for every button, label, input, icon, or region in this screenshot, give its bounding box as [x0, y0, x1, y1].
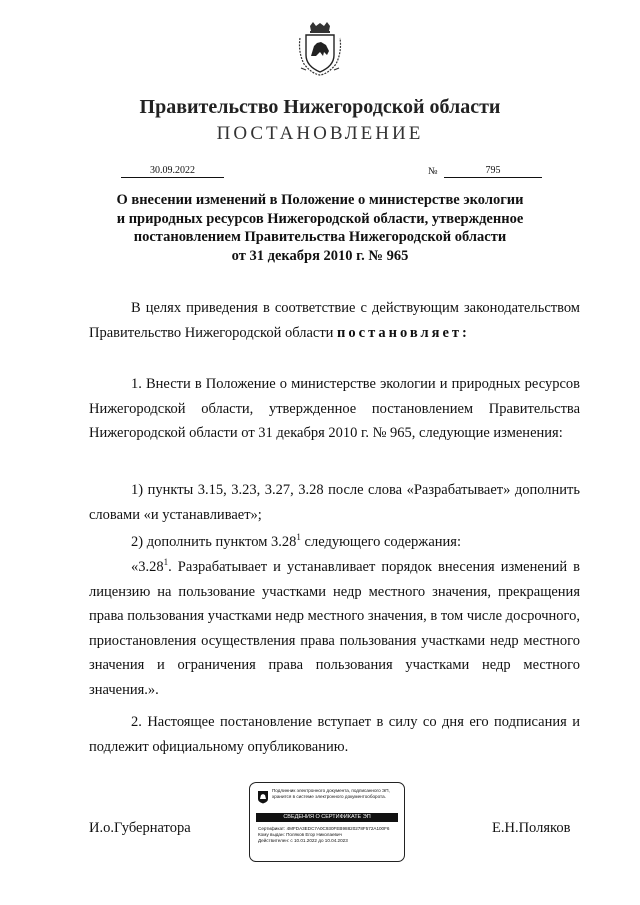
cert-serial: Сертификат: 4MFDA3EDC7A0C930FEB98820278F572A100F6 [258, 826, 390, 831]
item-2: 2. Настоящее постановление вступает в силу со дня его подписания и подлежит официальному опубликованию. [89, 714, 580, 755]
number-label: № [428, 166, 438, 177]
signatory-name: Е.Н.Поляков [492, 820, 571, 836]
stamp-note: Подлинник электронного документа, подписанного ЭП, хранится в системе электронного документооборота. [272, 788, 390, 799]
clause-text: . Разрабатывает и устанавливает порядок внесения изменений в лицензию на пользование участками недр местного значения, прекращения права пользования участками недр местного значения, в том числе досрочного, приостановления осуществления права пользования участками недр местного значения и ограничения права пользования участками недр местного значения.». [89, 559, 580, 698]
subitem-2 [89, 530, 580, 555]
title-line: от 31 декабря 2010 г. № 965 [231, 247, 409, 264]
intro-paragraph [89, 296, 580, 345]
emblem-icon [257, 790, 269, 804]
stamp-details [258, 826, 400, 845]
decree-number: 795 [444, 165, 542, 178]
subitem-1: 1) пункты 3.15, 3.23, 3.27, 3.28 после слова «Разрабатывает» дополнить словами «и устанавливает»; [89, 482, 580, 523]
title-line: постановлением Правительства Нижегородской области [133, 229, 507, 245]
intro-text: В целях приведения в соответствие с действующим законодательством Правительство Нижегородской области [89, 300, 580, 341]
document-type: ПОСТАНОВЛЕНИЕ [216, 123, 424, 144]
government-title: Правительство Нижегородской области [139, 96, 501, 118]
new-clause [89, 555, 580, 702]
e-signature-stamp [249, 782, 405, 862]
signatory-position: И.о.Губернатора [89, 820, 191, 836]
decree-title [80, 191, 560, 265]
title-line: и природных ресурсов Нижегородской области, утвержденное [116, 210, 524, 227]
stamp-header: СВЕДЕНИЯ О СЕРТИФИКАТЕ ЭП [256, 813, 398, 822]
decree-word: постановляет: [337, 324, 470, 341]
coat-of-arms-icon [298, 22, 342, 76]
superscript: 1 [296, 532, 301, 543]
subitem-2-text: 2) дополнить пунктом 3.28 [131, 534, 297, 550]
subitem-2-tail: следующего содержания: [300, 534, 461, 550]
item-1: 1. Внести в Положение о министерстве экологии и природных ресурсов Нижегородской области, утвержденное постановлением Правительства Нижегородской области от 31 декабря 2010 г. № 965, следующие изменения: [89, 376, 580, 441]
cert-owner: Кому выдан: Поляков Егор Николаевич [258, 832, 342, 838]
title-line: О внесении изменений в Положение о министерстве экологии [116, 192, 524, 208]
decree-date: 30.09.2022 [121, 165, 224, 178]
clause-number: «3.28 [131, 559, 164, 575]
superscript: 1 [163, 557, 169, 568]
cert-validity: Действителен: с 10.01.2022 до 10.04.2023 [258, 838, 348, 844]
